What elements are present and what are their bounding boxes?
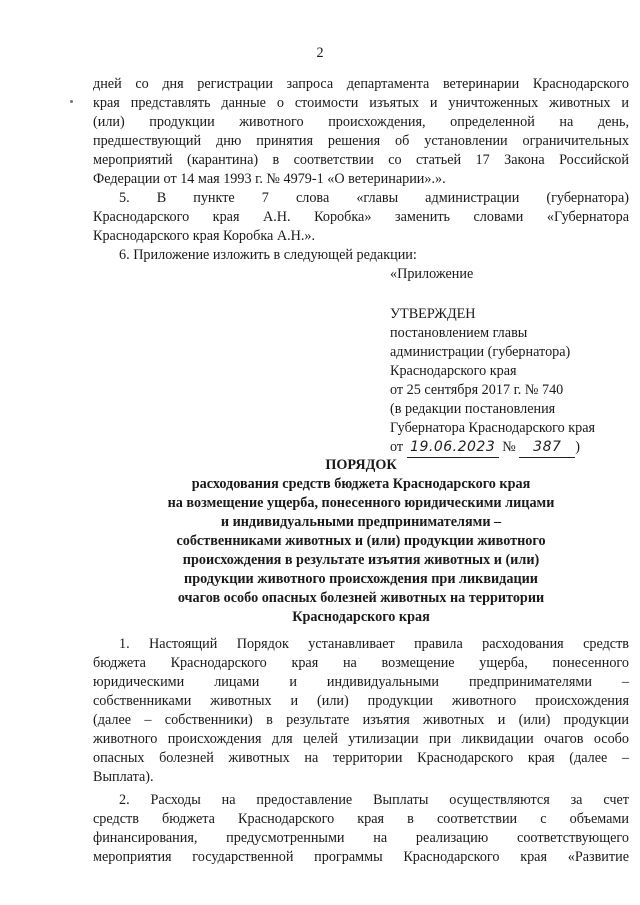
title-line: собственниками животных и (или) продукции животного [176, 533, 546, 549]
handwritten-number: 387 [519, 438, 575, 458]
paragraph-1 [93, 635, 629, 787]
approval-date-line [390, 438, 630, 458]
text-line: края представлять данные о стоимости изъятых и уничтоженных животных и [93, 95, 629, 111]
text-line: Краснодарского края А.Н. Коробка» заменить словами «Губернатора [93, 209, 629, 225]
title-line: и индивидуальными предпринимателями – [220, 514, 502, 530]
item-6-paragraph [93, 246, 629, 265]
text-line: (далее – собственники) в результате изъятия животных и (или) продукции [93, 712, 629, 728]
approval-heading: УТВЕРЖДЕН [390, 306, 476, 322]
text-line: мероприятий (карантина) в соответствии со статьей 17 Закона Российской [93, 152, 629, 168]
text-line: Краснодарского края Коробка А.Н.». [93, 228, 316, 244]
title-heading: ПОРЯДОК [325, 457, 397, 473]
closing-paren: ) [575, 439, 581, 455]
document-title [93, 456, 629, 627]
item-5-paragraph [93, 189, 629, 246]
text-line: опасных болезней животных на территории Краснодарского края (далее – [93, 750, 629, 766]
appendix-label [390, 265, 630, 284]
title-line: расходования средств бюджета Краснодарского края [191, 476, 531, 492]
text-line: финансирования, предусмотренными на реализацию соответствующего [93, 830, 629, 846]
approval-block [390, 305, 630, 458]
text-line: предшествующий дню принятия решения об установлении ограничительных [93, 133, 629, 149]
text-line: мероприятия государственной программы Краснодарского края «Развитие [93, 849, 629, 865]
title-line: продукции животного происхождения при ликвидации [184, 571, 538, 587]
approval-line: администрации (губернатора) [390, 344, 571, 360]
text-line: 6. Приложение изложить в следующей редакции: [119, 247, 417, 263]
appendix-label-text: «Приложение [390, 266, 474, 282]
approval-line: Краснодарского края [390, 363, 517, 379]
number-sign: № [502, 439, 516, 455]
text-line: собственниками животных и (или) продукции животного происхождения [93, 693, 629, 709]
text-line: юридическими лицами и индивидуальными предпринимателями – [93, 674, 629, 690]
paragraph-2 [93, 791, 629, 867]
approval-line: постановлением главы [390, 325, 528, 341]
text-line: Выплата). [93, 769, 154, 785]
scan-dot [70, 100, 73, 103]
approval-line: Губернатора Краснодарского края [390, 420, 596, 436]
text-line: бюджета Краснодарского края на возмещение ущерба, понесенного [93, 655, 629, 671]
approval-line: (в редакции постановления [390, 401, 556, 417]
page-number: 2 [316, 45, 324, 61]
title-line: очагов особо опасных болезней животных на территории [177, 590, 545, 606]
date-prefix: от [390, 439, 404, 455]
intro-paragraph [93, 75, 629, 189]
handwritten-date: 19.06.2023 [407, 438, 499, 458]
approval-line: от 25 сентября 2017 г. № 740 [390, 382, 564, 398]
text-line: животного происхождения для целей утилизации при ликвидации очагов особо [93, 731, 629, 747]
title-line: на возмещение ущерба, понесенного юридическими лицами [167, 495, 555, 511]
title-line: происхождения в результате изъятия животных и (или) [182, 552, 540, 568]
text-line: Федерации от 14 мая 1993 г. № 4979-1 «О ветеринарии».». [93, 171, 446, 187]
text-line: дней со дня регистрации запроса департамента ветеринарии Краснодарского [93, 76, 629, 92]
text-line: (или) продукции животного происхождения, определенной на день, [93, 114, 629, 130]
text-line: 1. Настоящий Порядок устанавливает правила расходования средств [119, 636, 629, 652]
text-line: 5. В пункте 7 слова «главы администрации (губернатора) [119, 190, 629, 206]
text-line: 2. Расходы на предоставление Выплаты осуществляются за счет [119, 792, 629, 808]
title-line: Краснодарского края [292, 609, 430, 625]
text-line: средств бюджета Краснодарского края в соответствии с объемами [93, 811, 629, 827]
